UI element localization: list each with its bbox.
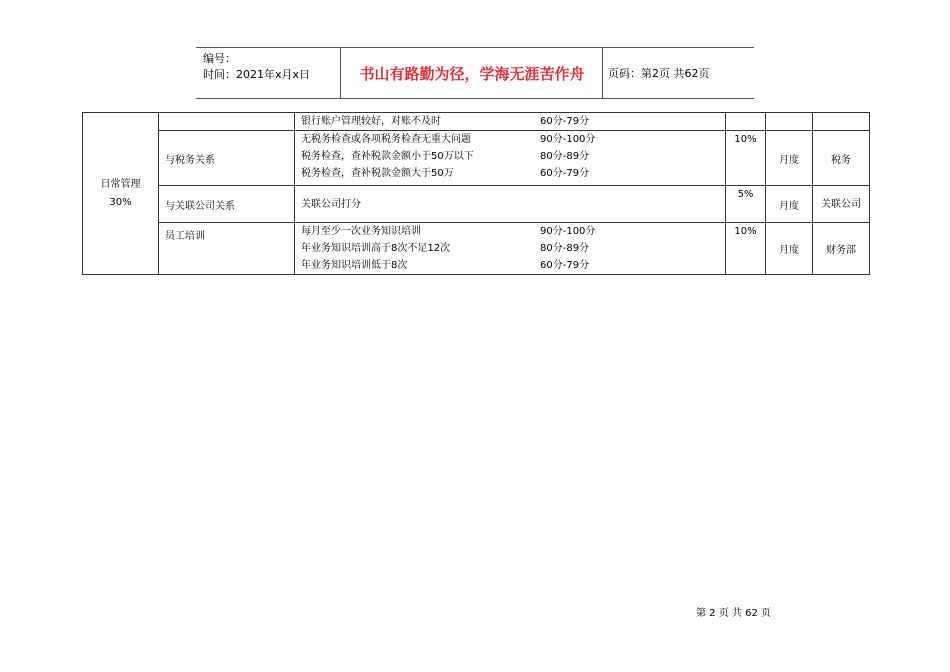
header-divider: [340, 48, 341, 98]
criteria-score: 60分-79分: [540, 116, 590, 127]
dept-cell: 税务: [813, 131, 870, 186]
criteria-cell: [295, 131, 726, 186]
criteria-score: 60分-79分: [540, 168, 590, 179]
criteria-line: [295, 240, 725, 257]
criteria-line: [295, 196, 725, 213]
criteria-text: 年业务知识培训高于8次不足12次: [301, 243, 451, 254]
criteria-line: [295, 257, 725, 274]
table-row: [83, 131, 870, 186]
dept-cell: 财务部: [813, 223, 870, 275]
table-row: [83, 186, 870, 223]
criteria-score: 80分-89分: [540, 151, 590, 162]
criteria-score: 60分-79分: [540, 260, 590, 271]
item-cell: 员工培训: [159, 223, 295, 275]
page-header: [196, 47, 754, 99]
item-cell: [159, 113, 295, 131]
page-counter: 页码：第2页 共62页: [608, 67, 710, 80]
period-cell: 月度: [766, 131, 813, 186]
criteria-text: 每月至少一次业务知识培训: [301, 226, 421, 237]
criteria-text: 关联公司打分: [301, 198, 361, 210]
weight-cell: [726, 113, 766, 131]
criteria-score: 80分-89分: [540, 243, 590, 254]
criteria-line: [295, 113, 725, 130]
category-cell: [83, 113, 159, 275]
period-cell: [766, 113, 813, 131]
item-cell: 与关联公司关系: [159, 186, 295, 223]
criteria-text: 无税务检查或各项税务检查无重大问题: [301, 134, 471, 145]
table-row: [83, 223, 870, 275]
dept-cell: 关联公司: [813, 186, 870, 223]
header-meta: [203, 51, 310, 83]
header-motto: 书山有路勤为径，学海无涯苦作舟: [359, 64, 585, 83]
criteria-text: 年业务知识培训低于8次: [301, 260, 408, 271]
category-name: 日常管理: [100, 178, 141, 190]
category-weight: 30%: [109, 196, 132, 208]
criteria-cell: [295, 223, 726, 275]
criteria-text: 税务检查，查补税款金额小于50万以下: [301, 151, 474, 162]
criteria-score: 90分-100分: [540, 226, 596, 237]
assessment-table: [82, 112, 870, 275]
weight-cell: 5%: [726, 186, 766, 223]
weight-cell: 10%: [726, 223, 766, 275]
criteria-line: [295, 223, 725, 240]
criteria-text: 银行账户管理较好，对账不及时: [301, 116, 441, 127]
criteria-cell: [295, 186, 726, 223]
criteria-line: [295, 148, 725, 165]
criteria-score: 90分-100分: [540, 134, 596, 145]
criteria-line: [295, 165, 725, 182]
number-label: 编号：: [203, 52, 236, 65]
page-footer: 第 2 页 共 62 页: [696, 608, 771, 619]
time-label: 时间：2021年x月x日: [203, 68, 311, 81]
weight-cell: 10%: [726, 131, 766, 186]
criteria-line: [295, 131, 725, 148]
criteria-text: 税务检查，查补税款金额大于50万: [301, 168, 454, 179]
header-divider: [602, 48, 603, 98]
criteria-cell: [295, 113, 726, 131]
period-cell: 月度: [766, 223, 813, 275]
table-row: [83, 113, 870, 131]
period-cell: 月度: [766, 186, 813, 223]
item-cell: 与税务关系: [159, 131, 295, 186]
dept-cell: [813, 113, 870, 131]
